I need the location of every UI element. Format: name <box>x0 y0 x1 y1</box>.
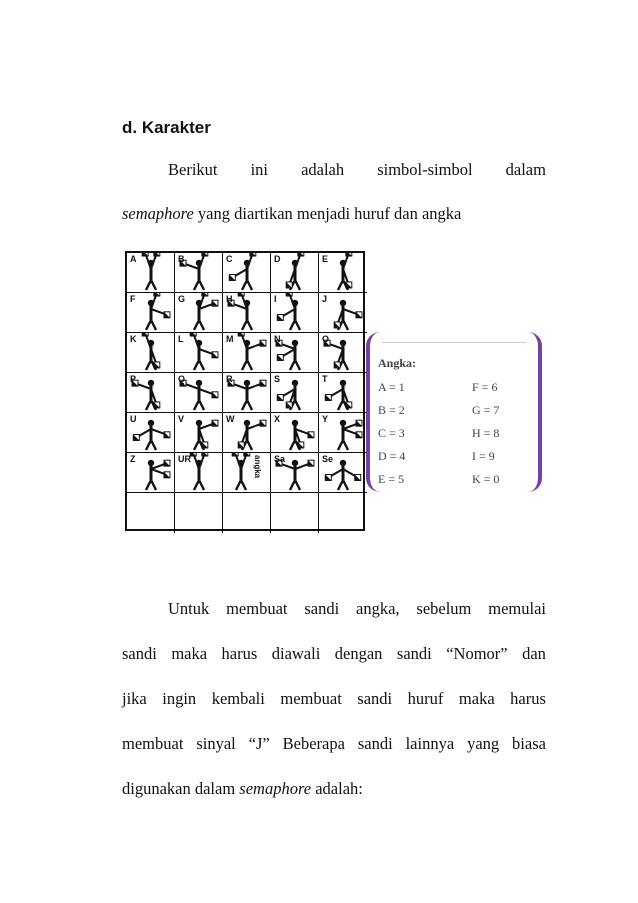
word: harus <box>221 644 258 663</box>
semaphore-cell <box>175 373 223 413</box>
semaphore-cell <box>319 373 367 413</box>
word: dengan <box>334 644 383 663</box>
semaphore-cell <box>319 333 367 373</box>
word: dalam <box>505 160 546 179</box>
semaphore-cell <box>127 453 175 493</box>
semaphore-label: O <box>322 334 330 344</box>
word: sinyal <box>196 734 236 753</box>
semaphore-label: B <box>178 254 185 264</box>
semaphore-cell <box>319 413 367 453</box>
word: “Nomor” <box>446 644 508 663</box>
word: Beberapa <box>282 734 345 753</box>
semaphore-cell <box>223 453 271 493</box>
semaphore-cell <box>175 293 223 333</box>
semaphore-label: X <box>274 414 281 424</box>
angka-left: E = 5 <box>378 472 405 486</box>
word: angka, <box>356 599 400 618</box>
semaphore-cell <box>127 293 175 333</box>
semaphore-label: Se <box>322 454 334 464</box>
semaphore-cell <box>175 413 223 453</box>
semaphore-cell <box>175 253 223 293</box>
word: biasa <box>512 734 546 753</box>
semaphore-cell <box>127 413 175 453</box>
semaphore-cell <box>223 493 271 533</box>
semaphore-label: U <box>130 414 137 424</box>
angka-right: I = 9 <box>472 449 495 463</box>
word: dan <box>522 644 546 663</box>
angka-right: H = 8 <box>472 426 500 440</box>
angka-left: B = 2 <box>378 403 405 417</box>
semaphore-cell <box>271 333 319 373</box>
semaphore-label: N <box>274 334 281 344</box>
angka-left: D = 4 <box>378 449 406 463</box>
semaphore-cell <box>271 293 319 333</box>
semaphore-figure-icon <box>271 293 319 333</box>
semaphore-label: L <box>178 334 184 344</box>
semaphore-cell <box>175 493 223 533</box>
word: “J” <box>248 734 270 753</box>
semaphore-label: H <box>226 294 233 304</box>
intro-semaphore-italic: semaphore <box>122 204 194 223</box>
word: membuat <box>122 734 184 753</box>
semaphore-cell <box>127 253 175 293</box>
semaphore-cell <box>223 373 271 413</box>
para2-line-5 <box>122 781 363 798</box>
semaphore-label: angka <box>253 455 262 479</box>
word: Berikut <box>168 160 218 179</box>
semaphore-label: D <box>274 254 281 264</box>
word: maka <box>458 689 495 708</box>
word: Untuk <box>168 599 210 618</box>
semaphore-cell <box>271 493 319 533</box>
word: harus <box>510 689 546 708</box>
angka-title: Angka: <box>378 356 417 370</box>
semaphore-label: J <box>322 294 328 304</box>
angka-right: G = 7 <box>472 403 500 417</box>
word: sandi <box>122 644 157 663</box>
semaphore-cell <box>271 453 319 493</box>
word: simbol-simbol <box>377 160 473 179</box>
semaphore-label: Z <box>130 454 136 464</box>
word: membuat <box>280 689 342 708</box>
semaphore-cell <box>223 413 271 453</box>
semaphore-label: Q <box>178 374 186 384</box>
word: adalah <box>301 160 345 179</box>
word: kembali <box>211 689 265 708</box>
word: memulai <box>488 599 546 618</box>
semaphore-label: C <box>226 254 233 264</box>
semaphore-cell <box>271 413 319 453</box>
semaphore-label: W <box>226 414 235 424</box>
word: diawali <box>271 644 321 663</box>
para2-line-3 <box>122 691 546 708</box>
semaphore-cell <box>223 333 271 373</box>
semaphore-label: E <box>322 254 329 264</box>
para2-line-2 <box>122 646 546 663</box>
word: lainnya <box>405 734 455 753</box>
para2-line-5-start: digunakan dalam <box>122 779 240 798</box>
word: jika <box>122 689 147 708</box>
angka-box <box>366 332 542 492</box>
semaphore-cell <box>175 453 223 493</box>
semaphore-label: K <box>130 334 137 344</box>
semaphore-label: P <box>130 374 137 384</box>
word: yang <box>467 734 500 753</box>
semaphore-grid <box>125 251 365 531</box>
semaphore-cell <box>319 453 367 493</box>
semaphore-cell <box>319 493 367 533</box>
angka-left: A = 1 <box>378 380 405 394</box>
word: huruf <box>407 689 444 708</box>
intro-line-2-text: yang diartikan menjadi huruf dan angka <box>193 204 462 223</box>
angka-right: K = 0 <box>472 472 500 486</box>
angka-left: C = 3 <box>378 426 405 440</box>
semaphore-cell <box>223 253 271 293</box>
intro-line-1 <box>168 162 546 179</box>
word: maka <box>171 644 208 663</box>
semaphore-label: T <box>322 374 328 384</box>
semaphore-label: A <box>130 254 137 264</box>
para2-line-4 <box>122 736 546 753</box>
semaphore-cell <box>271 253 319 293</box>
semaphore-label: R <box>226 374 233 384</box>
word: sandi <box>396 644 432 663</box>
intro-line-2 <box>122 206 461 223</box>
semaphore-label: S <box>274 374 281 384</box>
word: sandi <box>304 599 340 618</box>
section-heading: d. Karakter <box>122 118 211 137</box>
semaphore-cell <box>319 253 367 293</box>
word: ini <box>250 160 268 179</box>
word: sandi <box>357 734 393 753</box>
semaphore-cell <box>319 293 367 333</box>
semaphore-cell <box>127 493 175 533</box>
semaphore-cell <box>223 293 271 333</box>
word: sebelum <box>416 599 472 618</box>
word: ingin <box>162 689 197 708</box>
semaphore-cell <box>271 373 319 413</box>
semaphore-label: Y <box>322 414 329 424</box>
para2-semaphore-italic: semaphore <box>239 779 312 798</box>
word: membuat <box>226 599 288 618</box>
semaphore-label: V <box>178 414 185 424</box>
semaphore-label: UR <box>178 454 191 464</box>
semaphore-label: Sa <box>274 454 286 464</box>
semaphore-label: F <box>130 294 136 304</box>
semaphore-label: I <box>274 294 277 304</box>
semaphore-cell <box>127 333 175 373</box>
angka-box-rule <box>382 342 526 343</box>
semaphore-label: G <box>178 294 186 304</box>
semaphore-cell <box>127 373 175 413</box>
angka-right: F = 6 <box>472 380 498 394</box>
semaphore-chart <box>125 251 369 534</box>
para2-line-5-end: adalah: <box>311 779 363 798</box>
para2-line-1 <box>168 601 546 618</box>
semaphore-cell <box>175 333 223 373</box>
semaphore-label: M <box>226 334 234 344</box>
word: sandi <box>357 689 393 708</box>
